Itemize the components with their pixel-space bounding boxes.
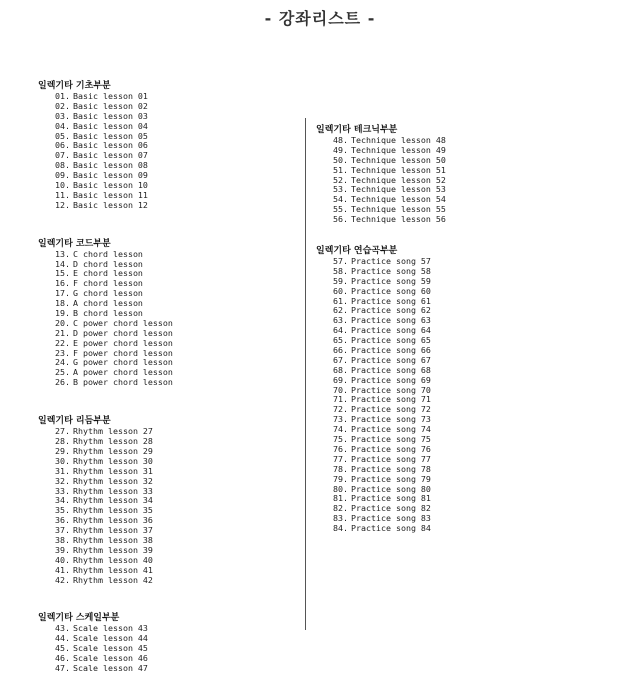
lecture-title: Practice song 65 <box>351 336 431 346</box>
lecture-number: 11. <box>55 190 70 200</box>
lecture-title: Practice song 74 <box>351 425 431 435</box>
lecture-item <box>48 368 308 378</box>
lecture-list <box>38 92 308 211</box>
lecture-title: D power chord lesson <box>73 328 173 338</box>
lecture-item <box>48 378 308 388</box>
lecture-title: Basic lesson 08 <box>73 161 148 171</box>
lecture-number: 55. <box>333 205 348 215</box>
lecture-number: 39. <box>55 545 70 555</box>
lecture-item <box>48 260 308 270</box>
lecture-number: 43. <box>55 624 70 634</box>
lecture-title: Technique lesson 52 <box>351 175 446 185</box>
lecture-item <box>326 287 634 297</box>
lecture-number: 48. <box>333 136 348 145</box>
lecture-item <box>326 336 634 346</box>
lecture-title: Basic lesson 12 <box>73 200 148 210</box>
section-heading: 일렉기타 코드부분 <box>38 238 111 249</box>
lecture-item <box>48 92 308 102</box>
lecture-title: A chord lesson <box>73 299 143 309</box>
lecture-title: Practice song 58 <box>351 266 431 276</box>
lecture-number: 59. <box>333 276 348 286</box>
lecture-item <box>48 299 308 309</box>
lecture-number: 06. <box>55 141 70 151</box>
lecture-title: Practice song 69 <box>351 375 431 385</box>
lecture-title: Basic lesson 11 <box>73 190 148 200</box>
lecture-title: Scale lesson 45 <box>73 644 148 654</box>
lecture-number: 66. <box>333 346 348 356</box>
lecture-item <box>326 185 634 195</box>
lecture-title: Rhythm lesson 30 <box>73 456 153 466</box>
lecture-number: 61. <box>333 296 348 306</box>
lecture-number: 57. <box>333 257 348 267</box>
lecture-number: 32. <box>55 476 70 486</box>
lecture-item <box>326 267 634 277</box>
lecture-item <box>48 269 308 279</box>
lecture-title: Technique lesson 53 <box>351 185 446 195</box>
lecture-title: B chord lesson <box>73 309 143 319</box>
lecture-item <box>326 346 634 356</box>
lecture-item <box>326 395 634 405</box>
lecture-number: 08. <box>55 161 70 171</box>
lecture-item <box>48 141 308 151</box>
lecture-item <box>48 102 308 112</box>
lecture-title: Technique lesson 49 <box>351 145 446 155</box>
lecture-item <box>48 151 308 161</box>
lecture-number: 34. <box>55 496 70 506</box>
lecture-title: Practice song 77 <box>351 454 431 464</box>
lecture-item <box>326 405 634 415</box>
lecture-item <box>48 112 308 122</box>
lecture-number: 83. <box>333 514 348 524</box>
lecture-number: 05. <box>55 131 70 141</box>
lecture-item <box>48 171 308 181</box>
lecture-title: Scale lesson 47 <box>73 663 148 673</box>
lecture-number: 27. <box>55 427 70 437</box>
lecture-title: Rhythm lesson 33 <box>73 486 153 496</box>
section <box>316 245 634 534</box>
lecture-title: Practice song 57 <box>351 257 431 267</box>
lecture-item <box>326 195 634 205</box>
lecture-list <box>316 257 634 534</box>
lecture-item <box>326 166 634 176</box>
lecture-title: Practice song 68 <box>351 365 431 375</box>
lecture-title: Practice song 71 <box>351 395 431 405</box>
lecture-number: 46. <box>55 654 70 664</box>
lecture-title: F chord lesson <box>73 279 143 289</box>
lecture-item <box>48 161 308 171</box>
lecture-item <box>48 556 308 566</box>
lecture-item <box>48 132 308 142</box>
lecture-number: 53. <box>333 185 348 195</box>
lecture-title: Practice song 73 <box>351 415 431 425</box>
page-title: - 강좌리스트 - <box>264 9 376 28</box>
lecture-title: Practice song 76 <box>351 444 431 454</box>
lecture-title: Practice song 81 <box>351 494 431 504</box>
lecture-title: E chord lesson <box>73 269 143 279</box>
lecture-title: Practice song 66 <box>351 346 431 356</box>
lecture-number: 82. <box>333 504 348 514</box>
lecture-item <box>326 176 634 186</box>
lecture-title: Technique lesson 56 <box>351 215 446 225</box>
lecture-item <box>326 366 634 376</box>
lecture-number: 49. <box>333 145 348 155</box>
lecture-item <box>326 356 634 366</box>
lecture-title: Practice song 72 <box>351 405 431 415</box>
lecture-title: Rhythm lesson 31 <box>73 466 153 476</box>
lecture-number: 51. <box>333 165 348 175</box>
lecture-number: 73. <box>333 415 348 425</box>
lecture-title: Rhythm lesson 40 <box>73 555 153 565</box>
section <box>38 238 308 388</box>
lecture-number: 77. <box>333 454 348 464</box>
lecture-number: 18. <box>55 299 70 309</box>
lecture-number: 21. <box>55 328 70 338</box>
lecture-number: 65. <box>333 336 348 346</box>
lecture-item <box>48 664 308 674</box>
lecture-title: Rhythm lesson 37 <box>73 526 153 536</box>
lecture-number: 15. <box>55 269 70 279</box>
lecture-number: 33. <box>55 486 70 496</box>
lecture-item <box>326 455 634 465</box>
lecture-item <box>48 457 308 467</box>
lecture-number: 42. <box>55 575 70 585</box>
lecture-item <box>48 506 308 516</box>
lecture-number: 63. <box>333 316 348 326</box>
lecture-title: Rhythm lesson 29 <box>73 446 153 456</box>
lecture-number: 04. <box>55 121 70 131</box>
lecture-item <box>48 329 308 339</box>
lecture-number: 02. <box>55 101 70 111</box>
lecture-item <box>326 205 634 215</box>
lecture-number: 41. <box>55 565 70 575</box>
lecture-title: Rhythm lesson 38 <box>73 535 153 545</box>
lecture-title: Basic lesson 03 <box>73 111 148 121</box>
lecture-number: 76. <box>333 444 348 454</box>
section <box>38 612 308 673</box>
lecture-number: 20. <box>55 318 70 328</box>
lecture-number: 84. <box>333 524 348 534</box>
lecture-title: Basic lesson 06 <box>73 141 148 151</box>
lecture-title: Practice song 78 <box>351 464 431 474</box>
lecture-number: 75. <box>333 435 348 445</box>
lecture-title: Basic lesson 07 <box>73 151 148 161</box>
lecture-number: 64. <box>333 326 348 336</box>
lecture-item <box>326 215 634 225</box>
lecture-item <box>326 316 634 326</box>
lecture-title: Practice song 61 <box>351 296 431 306</box>
lecture-number: 23. <box>55 348 70 358</box>
lecture-item <box>48 319 308 329</box>
lecture-title: Scale lesson 43 <box>73 624 148 634</box>
lecture-number: 22. <box>55 338 70 348</box>
lecture-item <box>326 475 634 485</box>
lecture-item <box>326 306 634 316</box>
lecture-number: 12. <box>55 200 70 210</box>
lecture-item <box>326 435 634 445</box>
lecture-title: Practice song 84 <box>351 524 431 534</box>
lecture-number: 03. <box>55 111 70 121</box>
lecture-number: 25. <box>55 368 70 378</box>
section-heading: 일렉기타 스케일부분 <box>38 613 120 624</box>
lecture-item <box>326 156 634 166</box>
lecture-number: 69. <box>333 375 348 385</box>
lecture-title: Technique lesson 55 <box>351 205 446 215</box>
lecture-number: 01. <box>55 92 70 101</box>
lecture-number: 79. <box>333 474 348 484</box>
lecture-title: Practice song 83 <box>351 514 431 524</box>
lecture-title: C chord lesson <box>73 249 143 259</box>
lecture-item <box>326 376 634 386</box>
lecture-number: 28. <box>55 437 70 447</box>
lecture-title: Practice song 75 <box>351 435 431 445</box>
lecture-title: Rhythm lesson 36 <box>73 516 153 526</box>
lecture-title: Rhythm lesson 35 <box>73 506 153 516</box>
lecture-number: 74. <box>333 425 348 435</box>
lecture-number: 16. <box>55 279 70 289</box>
lecture-list <box>38 624 308 673</box>
lecture-item <box>48 349 308 359</box>
section <box>316 124 634 225</box>
lecture-number: 30. <box>55 456 70 466</box>
lecture-list <box>316 136 634 225</box>
lecture-item <box>326 415 634 425</box>
section-heading: 일렉기타 기초부분 <box>38 81 111 91</box>
lecture-number: 44. <box>55 634 70 644</box>
lecture-number: 29. <box>55 446 70 456</box>
lecture-title: Rhythm lesson 42 <box>73 575 153 585</box>
lecture-number: 58. <box>333 266 348 276</box>
lecture-title: F power chord lesson <box>73 348 173 358</box>
lecture-item <box>326 257 634 267</box>
lecture-item <box>48 437 308 447</box>
lecture-title: Practice song 59 <box>351 276 431 286</box>
lecture-number: 81. <box>333 494 348 504</box>
lecture-title: Basic lesson 02 <box>73 101 148 111</box>
lecture-item <box>48 644 308 654</box>
lecture-title: Basic lesson 09 <box>73 171 148 181</box>
lecture-item <box>48 309 308 319</box>
lecture-item <box>48 279 308 289</box>
lecture-number: 37. <box>55 526 70 536</box>
lecture-number: 13. <box>55 249 70 259</box>
lecture-number: 47. <box>55 663 70 673</box>
lecture-item <box>48 487 308 497</box>
lecture-title: Technique lesson 54 <box>351 195 446 205</box>
lecture-item <box>48 624 308 634</box>
lecture-item <box>48 566 308 576</box>
lecture-item <box>48 477 308 487</box>
lecture-list <box>38 250 308 388</box>
lecture-item <box>326 386 634 396</box>
lecture-number: 10. <box>55 181 70 191</box>
lecture-item <box>48 201 308 211</box>
lecture-number: 50. <box>333 155 348 165</box>
lecture-item <box>326 146 634 156</box>
lecture-title: Practice song 82 <box>351 504 431 514</box>
lecture-number: 70. <box>333 385 348 395</box>
lecture-title: Rhythm lesson 27 <box>73 427 153 437</box>
lecture-number: 26. <box>55 378 70 388</box>
lecture-number: 52. <box>333 175 348 185</box>
lecture-item <box>326 136 634 146</box>
section-heading: 일렉기타 테크닉부분 <box>316 125 398 135</box>
lecture-title: Rhythm lesson 28 <box>73 437 153 447</box>
lecture-title: G power chord lesson <box>73 358 173 368</box>
lecture-title: Practice song 62 <box>351 306 431 316</box>
lecture-number: 78. <box>333 464 348 474</box>
lecture-number: 45. <box>55 644 70 654</box>
lecture-item <box>326 297 634 307</box>
lecture-number: 67. <box>333 355 348 365</box>
lecture-title: G chord lesson <box>73 289 143 299</box>
lecture-item <box>326 465 634 475</box>
lecture-number: 62. <box>333 306 348 316</box>
lecture-item <box>326 524 634 534</box>
lecture-item <box>48 250 308 260</box>
lecture-title: Practice song 64 <box>351 326 431 336</box>
lecture-number: 80. <box>333 484 348 494</box>
lecture-item <box>48 516 308 526</box>
lecture-title: Basic lesson 10 <box>73 181 148 191</box>
lecture-number: 54. <box>333 195 348 205</box>
lecture-item <box>48 526 308 536</box>
section <box>38 80 308 211</box>
lecture-number: 31. <box>55 466 70 476</box>
lecture-item <box>326 494 634 504</box>
lecture-item <box>48 496 308 506</box>
lecture-item <box>326 425 634 435</box>
lecture-number: 60. <box>333 286 348 296</box>
lecture-title: Practice song 67 <box>351 355 431 365</box>
lecture-title: Basic lesson 01 <box>73 92 148 101</box>
lecture-title: Practice song 60 <box>351 286 431 296</box>
lecture-item <box>326 445 634 455</box>
lecture-title: Rhythm lesson 32 <box>73 476 153 486</box>
lecture-title: Practice song 80 <box>351 484 431 494</box>
lecture-number: 68. <box>333 365 348 375</box>
lecture-number: 14. <box>55 259 70 269</box>
lecture-title: Basic lesson 05 <box>73 131 148 141</box>
left-column <box>38 80 308 674</box>
lecture-item <box>326 326 634 336</box>
section-heading: 일렉기타 리듬부분 <box>38 416 111 427</box>
lecture-title: Rhythm lesson 34 <box>73 496 153 506</box>
lecture-title: Scale lesson 46 <box>73 654 148 664</box>
right-column <box>316 124 634 534</box>
lecture-item <box>48 427 308 437</box>
lecture-title: Rhythm lesson 41 <box>73 565 153 575</box>
lecture-title: C power chord lesson <box>73 318 173 328</box>
lecture-item <box>326 485 634 495</box>
lecture-item <box>326 277 634 287</box>
lecture-item <box>48 467 308 477</box>
lecture-number: 19. <box>55 309 70 319</box>
lecture-title: D chord lesson <box>73 259 143 269</box>
lecture-title: E power chord lesson <box>73 338 173 348</box>
lecture-number: 40. <box>55 555 70 565</box>
lecture-item <box>48 181 308 191</box>
lecture-number: 07. <box>55 151 70 161</box>
lecture-item <box>48 122 308 132</box>
lecture-number: 36. <box>55 516 70 526</box>
lecture-number: 09. <box>55 171 70 181</box>
lecture-item <box>48 546 308 556</box>
lecture-title: Rhythm lesson 39 <box>73 545 153 555</box>
lecture-title: Technique lesson 51 <box>351 165 446 175</box>
lecture-title: Basic lesson 04 <box>73 121 148 131</box>
section-heading: 일렉기타 연습곡부분 <box>316 246 398 257</box>
lecture-number: 56. <box>333 215 348 225</box>
lecture-item <box>48 634 308 644</box>
lecture-list <box>38 427 308 585</box>
lecture-item <box>48 447 308 457</box>
lecture-title: Practice song 63 <box>351 316 431 326</box>
lecture-number: 71. <box>333 395 348 405</box>
section <box>38 415 308 585</box>
lecture-number: 72. <box>333 405 348 415</box>
lecture-title: Practice song 70 <box>351 385 431 395</box>
lecture-number: 35. <box>55 506 70 516</box>
lecture-item <box>48 339 308 349</box>
lecture-title: Practice song 79 <box>351 474 431 484</box>
lecture-item <box>48 576 308 586</box>
lecture-number: 24. <box>55 358 70 368</box>
lecture-number: 17. <box>55 289 70 299</box>
lecture-item <box>48 191 308 201</box>
lecture-title: A power chord lesson <box>73 368 173 378</box>
lecture-title: B power chord lesson <box>73 378 173 388</box>
lecture-item <box>326 504 634 514</box>
lecture-item <box>48 289 308 299</box>
lecture-title: Technique lesson 50 <box>351 155 446 165</box>
lecture-title: Technique lesson 48 <box>351 136 446 145</box>
lecture-number: 38. <box>55 535 70 545</box>
lecture-item <box>48 654 308 664</box>
lecture-item <box>48 536 308 546</box>
lecture-item <box>326 514 634 524</box>
lecture-title: Scale lesson 44 <box>73 634 148 644</box>
lecture-item <box>48 358 308 368</box>
